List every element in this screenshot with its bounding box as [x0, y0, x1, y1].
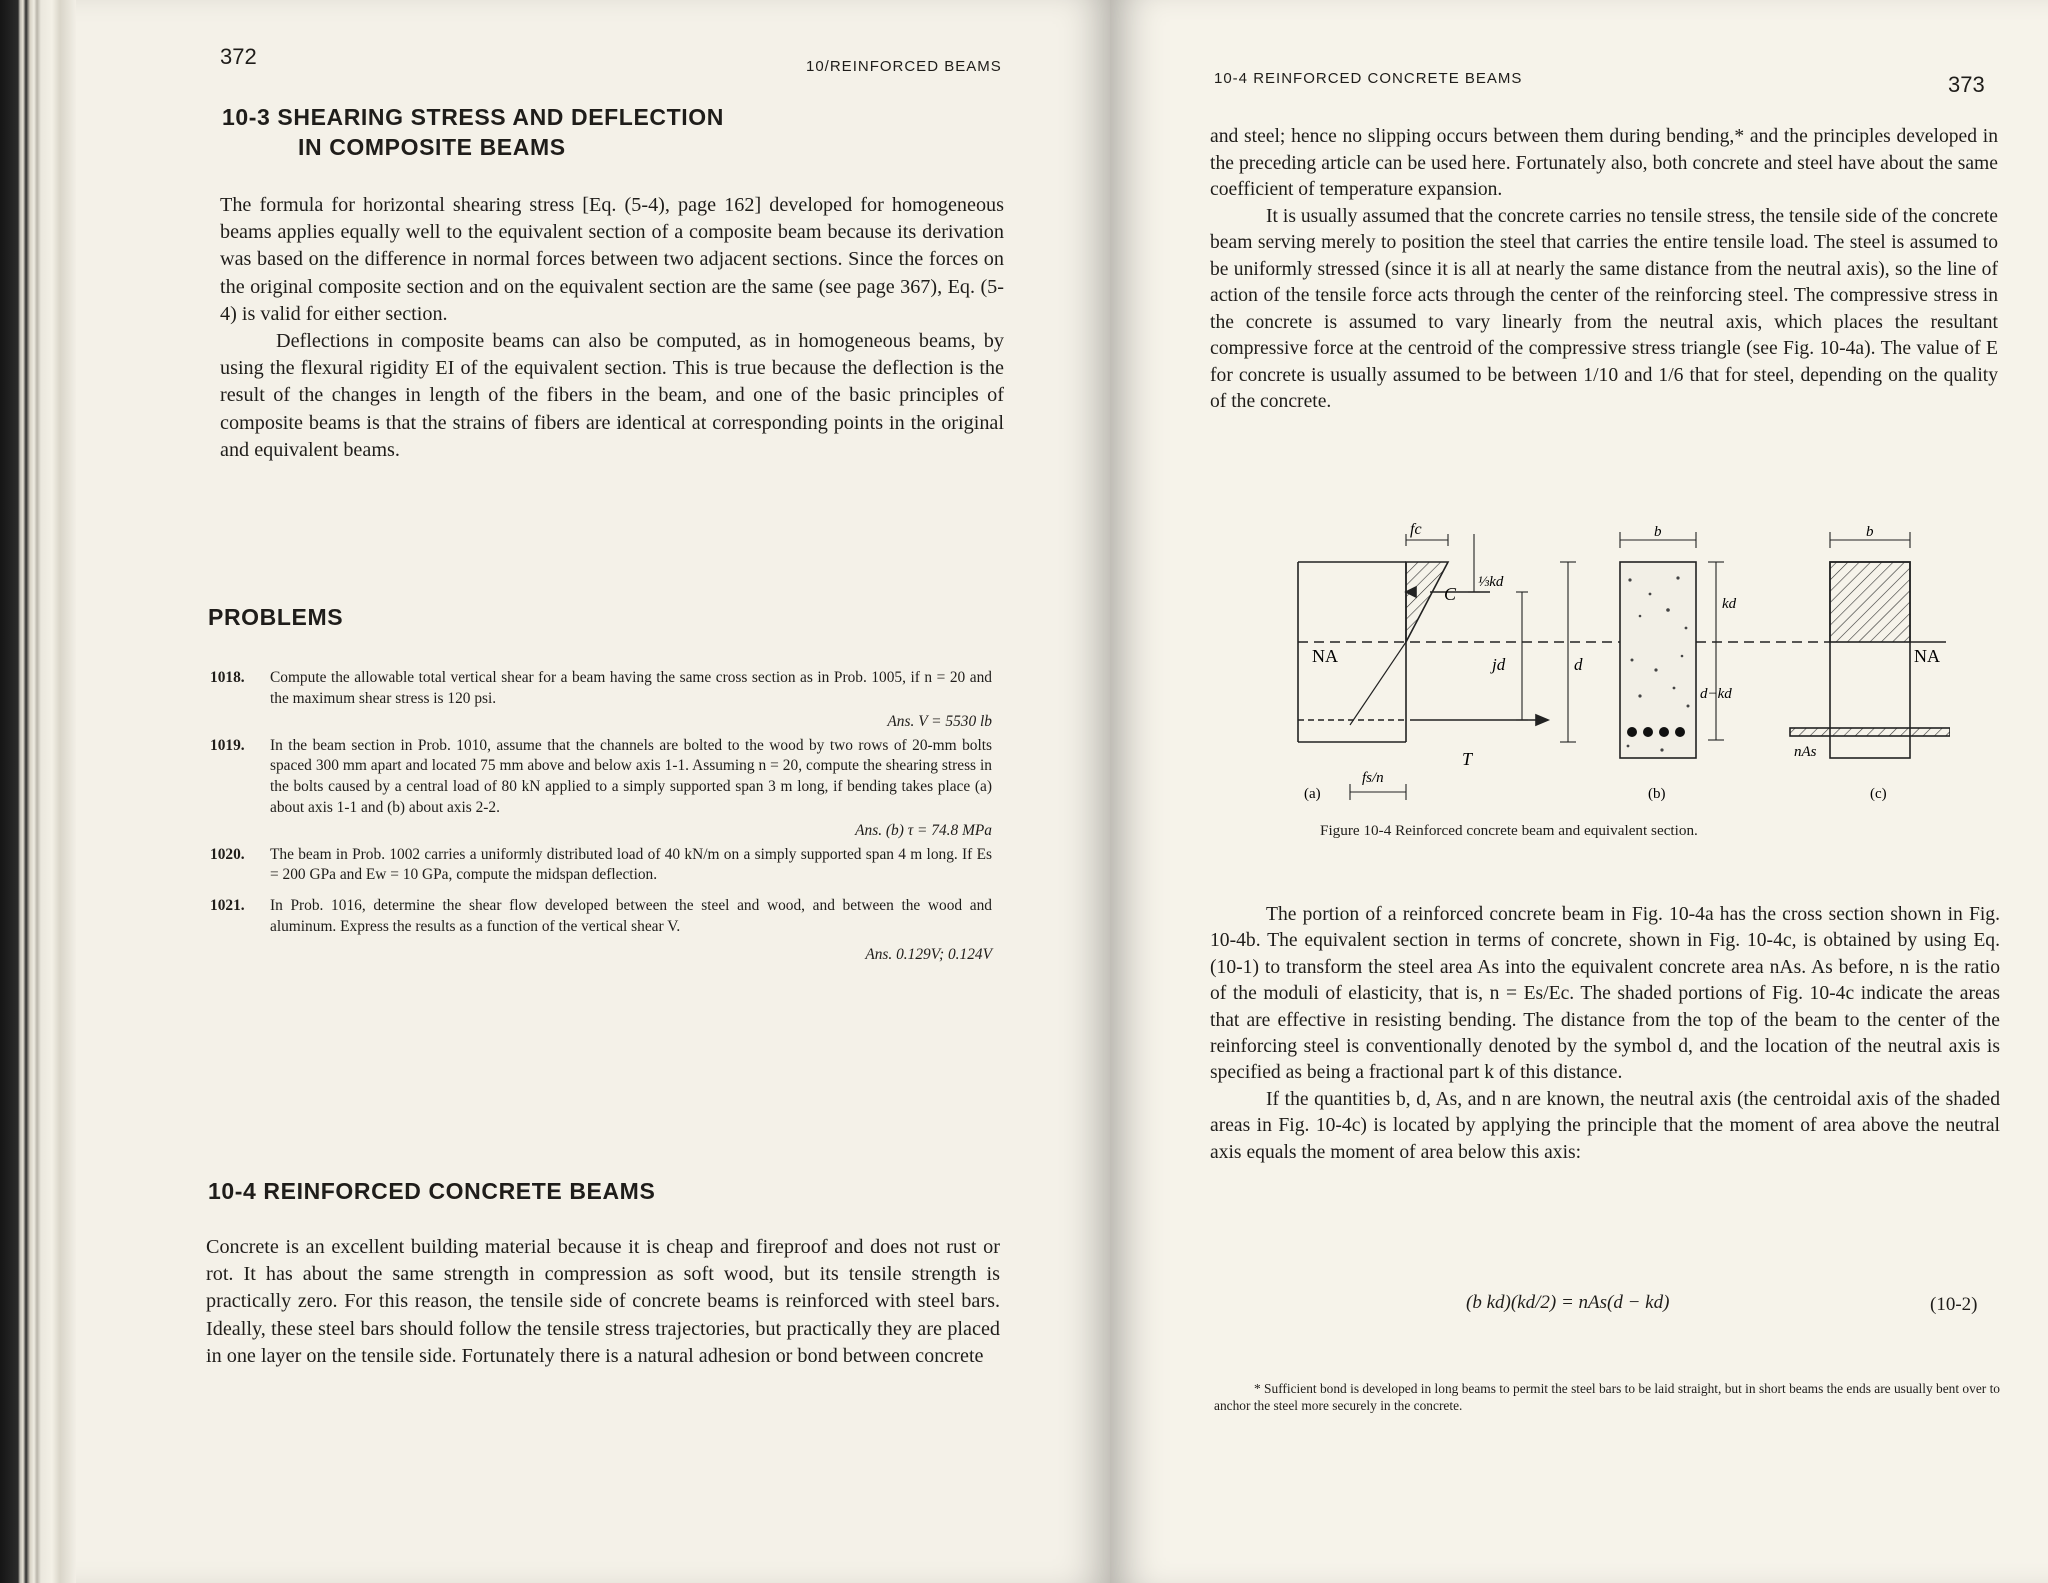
kd-label: kd — [1722, 596, 1737, 612]
figure-part-c — [1790, 532, 1950, 758]
problem-item — [210, 896, 992, 937]
figure-label-a: (a) — [1304, 786, 1321, 802]
b-label-b: b — [1654, 524, 1662, 540]
section-10-3-title — [222, 102, 724, 162]
problem-item — [210, 845, 992, 886]
problem-answer: Ans. V = 5530 lb — [887, 713, 992, 731]
section-10-3-body — [220, 192, 1004, 464]
right-page — [1110, 0, 2048, 1583]
strain-line — [1350, 642, 1406, 725]
problems-heading: PROBLEMS — [208, 604, 344, 630]
problem-answer: Ans. 0.129V; 0.124V — [865, 946, 992, 964]
problem-number: 1021. — [210, 896, 245, 914]
transformed-steel-area — [1790, 728, 1950, 736]
effective-concrete-area — [1830, 562, 1910, 642]
page-number: 372 — [220, 44, 257, 69]
paragraph: and steel; hence no slipping occurs between them during bending,* and the principles developed in the preceding article can be used here. Fortunately also, both concrete and steel have about the same coefficient of temperature expansion. — [1210, 126, 1998, 200]
section-10-4-title: 10-4 REINFORCED CONCRETE BEAMS — [208, 1178, 656, 1204]
problem-number: 1020. — [210, 845, 245, 863]
problem-text: In Prob. 1016, determine the shear flow developed between the steel and wood, and between the wood and aluminum. Express the results as a function of the vertical shear V. — [270, 896, 992, 935]
nAs-label: nAs — [1794, 744, 1817, 760]
right-body-top — [1210, 124, 1998, 416]
arrow-head — [1536, 715, 1548, 725]
problem-text: Compute the allowable total vertical shear for a beam having the same cross section as in Prob. 1005, if n = 20 and the maximum shear stress is 120 psi. — [270, 669, 992, 707]
problems-list — [210, 668, 992, 969]
problem-text: In the beam section in Prob. 1010, assume that the channels are bolted to the wood by two rows of 20-mm bolts spaced 300 mm apart and located 75 mm above and below axis 1-1. Assuming n = 20, compute the shearing stress in the bolts caused by a central load of 80 kN applied to a simply supported span 3 m long, if bending takes place (a) about axis 1-1 and (b) about axis 2-2. — [270, 736, 992, 816]
paragraph: If the quantities b, d, As, and n are known, the neutral axis (the centroidal axis of the shaded areas in Fig. 10-4c) is located by applying the principle that the moment of area above the neutral axis equals the moment of area below this axis: — [1210, 1088, 2000, 1163]
page-edges — [0, 0, 76, 1583]
equation-number: (10-2) — [1930, 1294, 1978, 1315]
figure-part-a — [1298, 534, 1620, 800]
left-page — [76, 0, 1110, 1583]
page-number: 373 — [1948, 72, 1985, 97]
section-title-line2: IN COMPOSITE BEAMS — [298, 134, 566, 160]
problem-number: 1018. — [210, 669, 245, 686]
problem-item — [210, 736, 992, 818]
right-body-bottom — [1210, 902, 2000, 1166]
equation-10-2: (b kd)(kd/2) = nAs(d − kd) — [1466, 1292, 1670, 1313]
compression-stress-triangle — [1406, 562, 1448, 642]
T-label: T — [1462, 749, 1473, 769]
one-third-kd-label: ⅓kd — [1478, 574, 1504, 590]
footnote: * Sufficient bond is developed in long beams to permit the steel bars to be laid straight, but in short beams the ends are usually bent over to anchor the steel more securely in the concrete. — [1214, 1381, 2000, 1413]
fc-label: fc — [1410, 521, 1422, 538]
running-head: 10/REINFORCED BEAMS — [806, 58, 1002, 75]
section-10-4-body — [206, 1234, 1000, 1370]
b-label-c: b — [1866, 524, 1874, 540]
paragraph: Concrete is an excellent building material because it is cheap and fireproof and does not rust or rot. It has about the same strength in compression as soft wood, but its tensile strength is practically zero. For this reason, the tensile side of concrete beams is reinforced with steel bars. Ideally, these steel bars should follow the tensile stress trajectories, but practically they are placed in one layer on the tensile side. Fortunately there is a natural adhesion or bond between concrete — [206, 1236, 1000, 1367]
problem-number: 1019. — [210, 736, 245, 754]
jd-label: jd — [1492, 655, 1506, 674]
d-minus-kd-label: d−kd — [1700, 686, 1732, 702]
paragraph: The formula for horizontal shearing stress [Eq. (5-4), page 162] developed for homogeneous beams applies equally well to the equivalent section of a composite beam because its derivation was based on the difference in normal forces between two adjacent sections. Since the forces on the original composite section and on the equivalent section are the same (see page 367), Eq. (5-4) is valid for either section. — [220, 194, 1004, 325]
C-label: C — [1444, 584, 1457, 604]
figure-caption: Figure 10-4 Reinforced concrete beam and equivalent section. — [1320, 822, 1698, 839]
fs-n-label: fs/n — [1362, 770, 1384, 786]
paragraph: The portion of a reinforced concrete beam in Fig. 10-4a has the cross section shown in Fig. 10-4b. The equivalent section in terms of concrete, shown in Fig. 10-4c, is obtained by using Eq. (10-1) to transform the steel area As into the equivalent concrete area nAs. As before, n is the ratio of the moduli of elasticity, that is, n = Es/Ec. The shaded portions of Fig. 10-4c indicate the areas that are effective in resisting bending. The distance from the top of the beam to the center of the reinforcing steel is conventionally denoted by the symbol d, and the location of the neutral axis is specified as being a fractional part k of this distance. — [1210, 904, 2000, 1084]
d-label: d — [1574, 655, 1583, 674]
problem-text: The beam in Prob. 1002 carries a uniformly distributed load of 40 kN/m on a simply supported span 4 m long. If Es = 200 GPa and Ew = 10 GPa, compute the midspan deflection. — [270, 845, 992, 884]
figure-label-b: (b) — [1648, 786, 1666, 802]
section-title-line1: 10-3 SHEARING STRESS AND DEFLECTION — [222, 104, 724, 130]
figure-label-c: (c) — [1870, 786, 1887, 802]
figure-10-4 — [1290, 520, 1950, 810]
running-head: 10-4 REINFORCED CONCRETE BEAMS — [1214, 70, 1523, 87]
problem-answer: Ans. (b) τ = 74.8 MPa — [855, 822, 992, 840]
NA-label-c: NA — [1914, 646, 1940, 666]
problem-item — [210, 668, 992, 709]
NA-label-a: NA — [1312, 646, 1338, 666]
paragraph: Deflections in composite beams can also be computed, as in homogeneous beams, by using the flexural rigidity EI of the equivalent section. This is true because the deflection is the result of the changes in length of the fibers in the beam, and one of the basic principles of composite beams is that the strains of fibers are identical at corresponding points in the original and equivalent beams. — [220, 330, 1004, 461]
figure-part-b — [1620, 532, 1830, 758]
paragraph: It is usually assumed that the concrete carries no tensile stress, the tensile side of the concrete beam serving merely to position the steel that carries the entire tensile load. The steel is assumed to be uniformly stressed (since it is all at nearly the same distance from the neutral axis), so the line of action of the tensile force acts through the center of the reinforcing steel. The compressive stress in the concrete is assumed to vary linearly from the neutral axis, which places the resultant compressive force at the centroid of the compressive stress triangle (see Fig. 10-4a). The value of E for concrete is usually assumed to be between 1/10 and 1/6 that for steel, depending on the quality of the concrete. — [1210, 205, 1998, 412]
